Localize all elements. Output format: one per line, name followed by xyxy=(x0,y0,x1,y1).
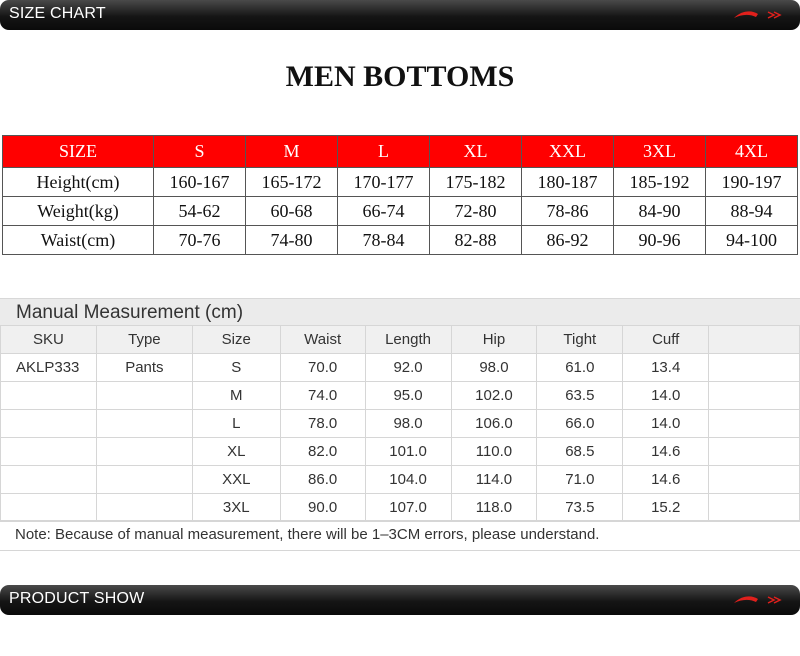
table-cell xyxy=(709,382,800,410)
table-cell: 15.2 xyxy=(623,494,709,522)
size-chart-row xyxy=(3,168,798,197)
type-cell xyxy=(96,438,192,466)
size-cell: S xyxy=(192,354,280,382)
table-cell: 70-76 xyxy=(154,226,246,255)
size-header-cell: M xyxy=(246,136,338,168)
size-chart-header-title: SIZE CHART xyxy=(9,5,106,22)
measurement-note xyxy=(0,520,800,551)
page-title: MEN BOTTOMS xyxy=(285,60,515,93)
size-cell: XL xyxy=(192,438,280,466)
brand-logo-icon xyxy=(732,8,786,22)
manual-measurement-title: Manual Measurement (cm) xyxy=(16,302,244,323)
type-cell xyxy=(96,494,192,522)
table-cell: 74.0 xyxy=(280,382,365,410)
size-chart-header-bar xyxy=(0,0,800,30)
size-cell: XXL xyxy=(192,466,280,494)
table-cell xyxy=(709,494,800,522)
manual-header-row xyxy=(1,326,800,354)
row-label: Weight(kg) xyxy=(3,197,154,226)
size-cell: 3XL xyxy=(192,494,280,522)
manual-measurement-table xyxy=(0,325,800,522)
table-cell: 180-187 xyxy=(522,168,614,197)
table-cell: 90-96 xyxy=(614,226,706,255)
size-chart-row xyxy=(3,226,798,255)
table-cell: 60-68 xyxy=(246,197,338,226)
size-header-cell: L xyxy=(338,136,430,168)
row-label: Waist(cm) xyxy=(3,226,154,255)
table-row xyxy=(1,494,800,522)
table-cell: 66.0 xyxy=(537,410,623,438)
table-cell: 61.0 xyxy=(537,354,623,382)
table-row xyxy=(1,410,800,438)
size-chart-header-row xyxy=(3,136,798,168)
size-chart-row xyxy=(3,197,798,226)
table-cell: 54-62 xyxy=(154,197,246,226)
table-row xyxy=(1,466,800,494)
table-cell: 71.0 xyxy=(537,466,623,494)
type-cell: Pants xyxy=(96,354,192,382)
table-row xyxy=(1,354,800,382)
table-cell xyxy=(709,354,800,382)
type-cell xyxy=(96,410,192,438)
table-cell: 160-167 xyxy=(154,168,246,197)
table-cell: 63.5 xyxy=(537,382,623,410)
table-cell: 84-90 xyxy=(614,197,706,226)
table-cell: 72-80 xyxy=(430,197,522,226)
product-show-header-title: PRODUCT SHOW xyxy=(9,590,145,607)
size-cell: L xyxy=(192,410,280,438)
column-header: Size xyxy=(192,326,280,354)
table-cell xyxy=(709,466,800,494)
table-cell: 185-192 xyxy=(614,168,706,197)
table-cell: 14.0 xyxy=(623,382,709,410)
table-cell: 86.0 xyxy=(280,466,365,494)
table-cell: 101.0 xyxy=(365,438,451,466)
row-label: Height(cm) xyxy=(3,168,154,197)
table-cell: 110.0 xyxy=(451,438,537,466)
table-row xyxy=(1,382,800,410)
column-header: Type xyxy=(96,326,192,354)
table-cell: 78-86 xyxy=(522,197,614,226)
sku-cell: AKLP333 xyxy=(1,354,97,382)
manual-measurement-title-bar xyxy=(0,298,800,326)
size-header-cell: SIZE xyxy=(3,136,154,168)
sku-cell xyxy=(1,494,97,522)
table-cell: 170-177 xyxy=(338,168,430,197)
size-chart-table xyxy=(2,135,798,255)
size-cell: M xyxy=(192,382,280,410)
table-cell: 118.0 xyxy=(451,494,537,522)
size-header-cell: S xyxy=(154,136,246,168)
column-header: Tight xyxy=(537,326,623,354)
column-header: Waist xyxy=(280,326,365,354)
type-cell xyxy=(96,466,192,494)
brand-logo-icon xyxy=(732,593,786,607)
table-cell: 106.0 xyxy=(451,410,537,438)
table-cell: 98.0 xyxy=(365,410,451,438)
size-header-cell: 4XL xyxy=(706,136,798,168)
table-row xyxy=(1,438,800,466)
sku-cell xyxy=(1,410,97,438)
table-cell: 88-94 xyxy=(706,197,798,226)
table-cell: 165-172 xyxy=(246,168,338,197)
table-cell: 95.0 xyxy=(365,382,451,410)
table-cell: 114.0 xyxy=(451,466,537,494)
table-cell xyxy=(709,438,800,466)
table-cell: 175-182 xyxy=(430,168,522,197)
table-cell: 190-197 xyxy=(706,168,798,197)
table-cell: 82.0 xyxy=(280,438,365,466)
table-cell: 90.0 xyxy=(280,494,365,522)
table-cell: 86-92 xyxy=(522,226,614,255)
column-header: Hip xyxy=(451,326,537,354)
size-header-cell: XL xyxy=(430,136,522,168)
sku-cell xyxy=(1,438,97,466)
column-header xyxy=(709,326,800,354)
table-cell: 78.0 xyxy=(280,410,365,438)
manual-measurement-panel xyxy=(0,298,800,549)
type-cell xyxy=(96,382,192,410)
table-cell: 98.0 xyxy=(451,354,537,382)
table-cell: 74-80 xyxy=(246,226,338,255)
table-cell: 102.0 xyxy=(451,382,537,410)
table-cell: 78-84 xyxy=(338,226,430,255)
table-cell: 14.6 xyxy=(623,466,709,494)
sku-cell xyxy=(1,382,97,410)
sku-cell xyxy=(1,466,97,494)
table-cell: 14.0 xyxy=(623,410,709,438)
column-header: SKU xyxy=(1,326,97,354)
size-header-cell: XXL xyxy=(522,136,614,168)
table-cell: 92.0 xyxy=(365,354,451,382)
table-cell: 14.6 xyxy=(623,438,709,466)
table-cell: 66-74 xyxy=(338,197,430,226)
column-header: Length xyxy=(365,326,451,354)
table-cell: 94-100 xyxy=(706,226,798,255)
table-cell: 13.4 xyxy=(623,354,709,382)
table-cell: 68.5 xyxy=(537,438,623,466)
table-cell: 70.0 xyxy=(280,354,365,382)
size-header-cell: 3XL xyxy=(614,136,706,168)
measurement-note-text: Note: Because of manual measurement, there will be 1–3CM errors, please understand. xyxy=(15,526,600,543)
table-cell xyxy=(709,410,800,438)
table-cell: 73.5 xyxy=(537,494,623,522)
table-cell: 104.0 xyxy=(365,466,451,494)
table-cell: 107.0 xyxy=(365,494,451,522)
table-cell: 82-88 xyxy=(430,226,522,255)
column-header: Cuff xyxy=(623,326,709,354)
product-show-header-bar xyxy=(0,585,800,615)
